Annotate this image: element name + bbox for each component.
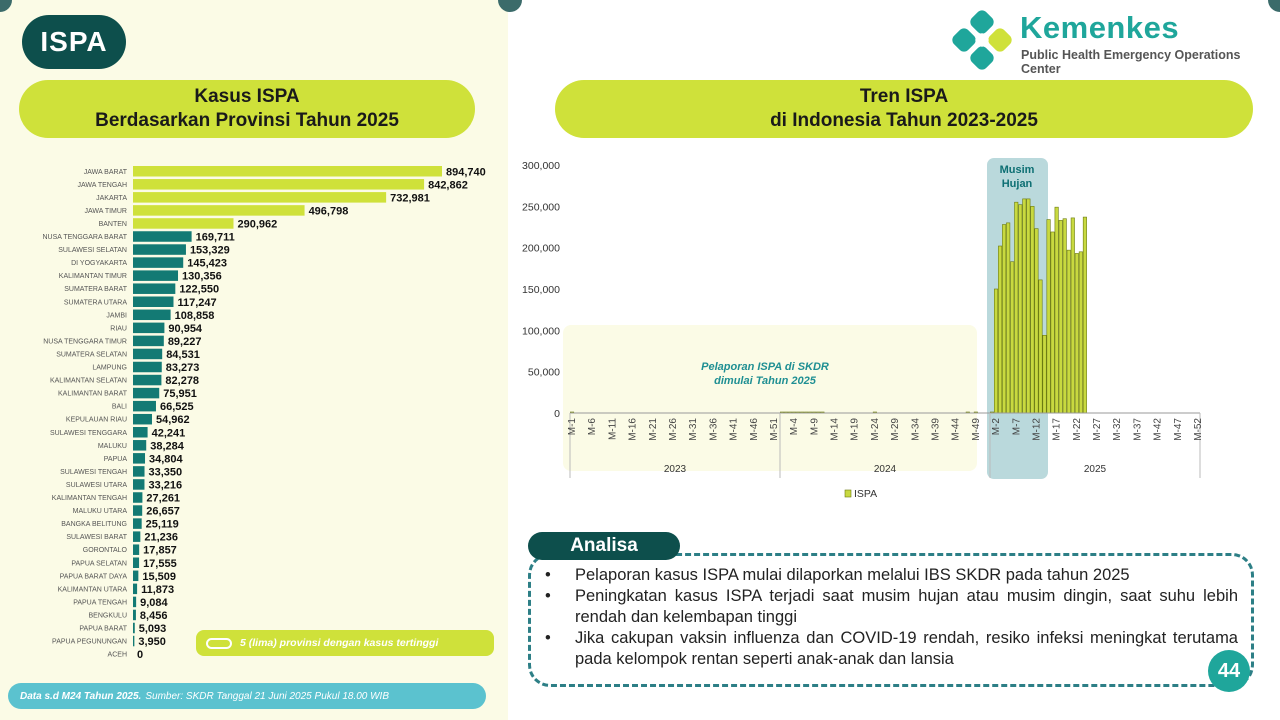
trend-bar — [1083, 217, 1086, 413]
x-tick-label: M-32 — [1112, 418, 1124, 441]
x-tick-label: M-9 — [809, 418, 821, 436]
trend-bar — [1067, 250, 1070, 413]
province-bar — [133, 636, 134, 647]
x-tick-label: M-42 — [1152, 418, 1164, 441]
year-label: 2024 — [873, 464, 897, 475]
trend-bar — [1019, 205, 1022, 413]
series-legend-swatch — [845, 490, 851, 497]
province-label: JAWA TIMUR — [84, 207, 127, 215]
trend-bar — [1051, 232, 1054, 413]
province-label: SULAWESI BARAT — [66, 534, 127, 542]
annotation-background — [563, 325, 977, 471]
province-bar — [133, 414, 152, 425]
season-label-line2: Hujan — [1001, 178, 1033, 190]
province-value-label: 21,236 — [144, 531, 178, 544]
province-bar — [133, 623, 135, 634]
x-tick-label: M-14 — [829, 418, 841, 441]
footer-bold: Data s.d M24 Tahun 2025. — [20, 690, 142, 702]
province-bar — [133, 558, 139, 569]
trend-bar — [1035, 229, 1038, 413]
province-value-label: 75,951 — [163, 388, 197, 401]
y-tick-label: 300,000 — [522, 160, 560, 172]
left-chart-title — [19, 80, 475, 138]
province-value-label: 894,740 — [446, 166, 486, 179]
province-label: DI YOGYAKARTA — [71, 260, 127, 268]
province-label: KALIMANTAN SELATAN — [49, 377, 127, 385]
province-label: MALUKU — [97, 442, 127, 450]
x-tick-label: M-41 — [728, 418, 740, 441]
province-bar — [133, 244, 186, 255]
province-bar — [133, 401, 156, 412]
province-bar — [133, 270, 178, 281]
x-tick-label: M-11 — [607, 418, 619, 441]
province-value-label: 130,356 — [182, 270, 222, 283]
province-value-label: 17,555 — [143, 557, 177, 570]
annotation-line1: Pelaporan ISPA di SKDR — [701, 361, 829, 373]
province-label: NUSA TENGGARA BARAT — [42, 234, 127, 241]
province-bar — [133, 257, 183, 268]
trend-bar — [1055, 207, 1058, 413]
province-bar — [133, 544, 139, 555]
trend-bar — [1002, 225, 1005, 413]
province-label: KALIMANTAN TENGAH — [51, 495, 127, 502]
province-value-label: 8,456 — [139, 609, 168, 622]
trend-bar — [1059, 220, 1062, 413]
x-tick-label: M-4 — [789, 418, 801, 436]
province-bar — [133, 375, 161, 386]
trend-bar — [1031, 206, 1034, 413]
province-value-label: 122,550 — [179, 283, 220, 296]
province-label: RIAU — [110, 325, 127, 333]
province-label: SULAWESI UTARA — [65, 481, 127, 489]
top5-legend-text: 5 (lima) provinsi dengan kasus tertinggi — [240, 637, 439, 649]
x-tick-label: M-16 — [627, 418, 639, 441]
left-chart-title-line1: Kasus ISPA — [194, 86, 300, 107]
province-value-label: 17,857 — [143, 544, 177, 557]
province-value-label: 3,950 — [138, 636, 166, 649]
province-bar — [133, 349, 162, 360]
province-bar — [133, 362, 162, 373]
x-tick-label: M-27 — [1092, 418, 1104, 441]
province-bar — [133, 297, 173, 308]
province-bar — [133, 310, 171, 321]
province-bar — [133, 283, 175, 294]
y-tick-label: 50,000 — [527, 366, 560, 379]
year-label: 2023 — [663, 464, 687, 475]
x-tick-label: M-52 — [1192, 418, 1204, 441]
province-bar — [133, 466, 145, 477]
trend-bar — [1006, 223, 1009, 413]
province-bar — [133, 597, 136, 608]
province-value-label: 42,241 — [151, 427, 186, 440]
province-label: ACEH — [107, 651, 127, 659]
trend-bar — [1063, 219, 1066, 413]
province-bar — [133, 231, 192, 242]
series-legend-label: ISPA — [854, 488, 878, 500]
x-tick-label: M-21 — [647, 418, 659, 441]
province-bar — [133, 218, 233, 229]
page-number: 44 — [1208, 650, 1250, 692]
province-label: LAMPUNG — [92, 364, 127, 372]
trend-bar — [1079, 252, 1082, 413]
x-tick-label: M-44 — [950, 418, 962, 441]
x-tick-label: M-37 — [1132, 418, 1144, 441]
y-tick-label: 150,000 — [522, 284, 560, 296]
trend-bar — [1039, 280, 1042, 413]
province-label: MALUKU UTARA — [72, 508, 127, 516]
top5-legend-swatch — [206, 638, 232, 649]
top5-legend — [196, 630, 494, 656]
trend-bar — [998, 246, 1001, 413]
x-tick-label: M-26 — [667, 418, 679, 441]
x-tick-label: M-47 — [1172, 418, 1184, 441]
left-chart-title-line2: Berdasarkan Provinsi Tahun 2025 — [95, 110, 399, 131]
province-bar — [133, 453, 145, 464]
province-bar — [133, 336, 164, 347]
province-bar — [133, 571, 138, 582]
x-tick-label: M-39 — [930, 418, 942, 441]
x-tick-label: M-6 — [587, 418, 599, 436]
analisa-item: • Pelaporan kasus ISPA mulai dilaporkan melalui IBS SKDR pada tahun 2025 — [545, 565, 1238, 586]
province-value-label: 290,962 — [237, 218, 278, 231]
province-value-label: 89,227 — [167, 335, 202, 348]
province-label: KALIMANTAN UTARA — [57, 586, 127, 594]
province-value-label: 25,119 — [145, 518, 179, 531]
kemenkes-logo-icon — [950, 8, 1014, 74]
province-value-label: 34,804 — [149, 453, 183, 466]
trend-bar — [1027, 199, 1030, 413]
province-label: PAPUA BARAT DAYA — [59, 573, 127, 581]
trend-bar — [1075, 253, 1078, 413]
ispa-badge: ISPA — [22, 15, 126, 69]
province-bar — [133, 518, 142, 529]
y-tick-label: 250,000 — [522, 201, 560, 214]
province-value-label: 82,278 — [165, 375, 200, 388]
analisa-list — [545, 565, 1238, 670]
year-label: 2025 — [1083, 464, 1107, 475]
province-bar — [133, 427, 148, 438]
province-value-label: 33,216 — [148, 479, 183, 492]
province-label: PAPUA SELATAN — [71, 560, 127, 568]
x-tick-label: M-36 — [708, 418, 720, 441]
province-label: NUSA TENGGARA TIMUR — [43, 338, 127, 346]
province-label: BANGKA BELITUNG — [61, 521, 127, 529]
province-label: JAWA BARAT — [83, 168, 127, 176]
x-tick-label: M-19 — [849, 418, 861, 441]
footer-source — [8, 683, 486, 709]
province-label: KALIMANTAN BARAT — [58, 390, 127, 398]
province-label: BALI — [111, 403, 127, 411]
province-value-label: 732,981 — [390, 192, 430, 205]
trend-bar — [1043, 335, 1046, 413]
province-value-label: 117,247 — [177, 296, 217, 309]
province-bar — [133, 388, 159, 399]
trend-bar — [1015, 202, 1018, 413]
x-tick-label: M-12 — [1031, 418, 1043, 441]
province-label: KALIMANTAN TIMUR — [58, 273, 127, 281]
logo-subtitle: Public Health Emergency Operations Center — [1021, 48, 1241, 76]
province-bar — [133, 479, 144, 490]
right-chart-title — [555, 80, 1253, 138]
x-tick-label: M-22 — [1071, 418, 1083, 441]
province-label: SUMATERA BARAT — [64, 286, 127, 294]
province-bar-chart — [0, 160, 508, 680]
trend-chart — [515, 150, 1235, 510]
province-label: SULAWESI TENGAH — [60, 468, 127, 476]
province-label: BENGKULU — [88, 612, 127, 620]
trend-bar — [1023, 199, 1026, 413]
season-label-line1: Musim — [999, 164, 1035, 176]
right-chart-title-line2: di Indonesia Tahun 2023-2025 — [770, 110, 1038, 131]
province-bar — [133, 323, 164, 334]
province-label: GORONTALO — [82, 547, 127, 555]
province-value-label: 90,954 — [168, 322, 203, 335]
province-value-label: 153,329 — [189, 244, 230, 257]
trend-bar — [1071, 218, 1074, 413]
x-tick-label: M-17 — [1051, 418, 1063, 441]
x-tick-label: M-24 — [869, 418, 881, 441]
province-value-label: 0 — [137, 649, 144, 662]
province-value-label: 33,350 — [148, 466, 183, 479]
trend-bar — [1010, 262, 1013, 413]
province-label: PAPUA TENGAH — [73, 599, 127, 607]
analisa-item: • Jika cakupan vaksin influenza dan COVID-19 rendah, resiko infeksi meningkat terutama pada kelompok rentan seperti anak-anak dan lansia — [545, 628, 1238, 670]
province-value-label: 496,798 — [308, 205, 349, 218]
footer-text: Sumber: SKDR Tanggal 21 Juni 2025 Pukul 18.00 WIB — [145, 690, 390, 702]
province-value-label: 108,858 — [174, 309, 215, 322]
trend-bar — [1047, 220, 1050, 413]
x-tick-label: M-1 — [567, 418, 579, 436]
province-bar — [133, 192, 386, 203]
province-bar — [133, 505, 142, 516]
province-label: JAMBI — [106, 312, 127, 320]
annotation-line2: dimulai Tahun 2025 — [714, 375, 816, 387]
province-label: PAPUA BARAT — [79, 625, 127, 633]
province-value-label: 5,093 — [138, 623, 167, 635]
analisa-item: • Peningkatan kasus ISPA terjadi saat musim hujan atau musim dingin, saat suhu lebih rendah dan kelembapan tinggi — [545, 586, 1238, 628]
province-label: KEPULAUAN RIAU — [65, 416, 127, 424]
x-tick-label: M-46 — [748, 418, 760, 441]
province-value-label: 145,423 — [187, 257, 227, 270]
province-label: JAKARTA — [96, 194, 127, 202]
province-value-label: 15,509 — [142, 570, 177, 583]
province-value-label: 26,657 — [146, 505, 180, 518]
x-tick-label: M-34 — [910, 418, 922, 441]
province-label: SUMATERA UTARA — [63, 299, 127, 307]
province-value-label: 84,531 — [166, 348, 200, 361]
kemenkes-logo — [950, 8, 1270, 78]
province-label: SULAWESI TENGGARA — [49, 429, 127, 437]
province-value-label: 66,525 — [159, 401, 194, 414]
x-tick-label: M-49 — [970, 418, 982, 441]
province-value-label: 11,873 — [141, 583, 175, 596]
y-tick-label: 200,000 — [522, 242, 560, 255]
trend-bar — [994, 289, 997, 413]
province-label: JAWA TENGAH — [77, 181, 127, 189]
province-bar — [133, 440, 146, 451]
province-label: PAPUA PEGUNUNGAN — [52, 638, 127, 646]
x-tick-label: M-2 — [991, 418, 1003, 436]
province-label: SUMATERA SELATAN — [56, 351, 127, 359]
province-bar — [133, 166, 442, 177]
x-tick-label: M-31 — [688, 418, 700, 441]
analisa-title: Analisa — [528, 532, 680, 560]
province-bar — [133, 584, 137, 595]
province-bar — [133, 179, 424, 190]
province-bar — [133, 531, 140, 542]
province-value-label: 38,284 — [150, 440, 184, 453]
province-value-label: 27,261 — [146, 492, 181, 505]
province-label: PAPUA — [103, 455, 127, 463]
logo-name: Kemenkes — [1020, 10, 1180, 45]
right-chart-title-line1: Tren ISPA — [859, 86, 949, 107]
province-value-label: 83,273 — [165, 362, 200, 374]
province-value-label: 9,084 — [140, 596, 168, 609]
province-value-label: 54,962 — [155, 414, 190, 427]
x-tick-label: M-7 — [1011, 418, 1023, 436]
y-tick-label: 0 — [554, 408, 560, 420]
province-bar — [133, 205, 305, 216]
province-value-label: 169,711 — [195, 231, 235, 244]
province-label: SULAWESI SELATAN — [58, 247, 127, 255]
x-tick-label: M-29 — [890, 418, 902, 441]
province-bar — [133, 610, 136, 621]
province-value-label: 842,862 — [428, 179, 468, 192]
province-bar — [133, 492, 142, 503]
province-label: BANTEN — [98, 220, 127, 228]
x-tick-label: M-51 — [768, 418, 780, 441]
y-tick-label: 100,000 — [522, 325, 560, 338]
